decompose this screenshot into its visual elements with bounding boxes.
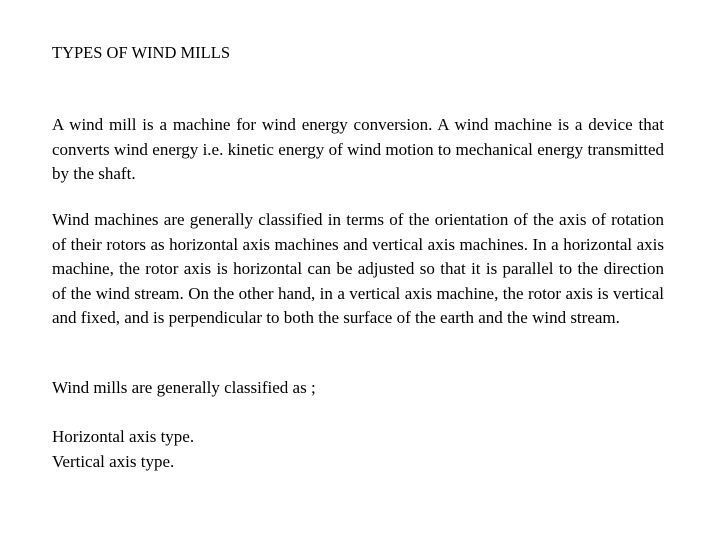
list-item-vertical-axis: Vertical axis type.	[52, 451, 175, 471]
classification-paragraph: Wind machines are generally classified in terms of the orientation of the axis of rotation of their rotors as horizontal axis machines and vertical axis machines. In a horizontal axis machine, the rotor axis is horizontal can be adjusted so that it is parallel to the direction of the wind stream. On the other hand, in a vertical axis machine, the rotor axis is vertical and fixed, and is perpendicular to both the surface of the earth and the wind stream.	[52, 210, 664, 327]
classified-as-paragraph: Wind mills are generally classified as ;	[52, 378, 316, 397]
wind-mill-types-list	[52, 425, 194, 474]
list-item-horizontal-axis: Horizontal axis type.	[52, 427, 195, 446]
page-title: TYPES OF WIND MILLS	[52, 43, 230, 62]
intro-paragraph: A wind mill is a machine for wind energy conversion. A wind machine is a device that converts wind energy i.e. kinetic energy of wind motion to mechanical energy transmitted by the shaft.	[52, 115, 664, 183]
